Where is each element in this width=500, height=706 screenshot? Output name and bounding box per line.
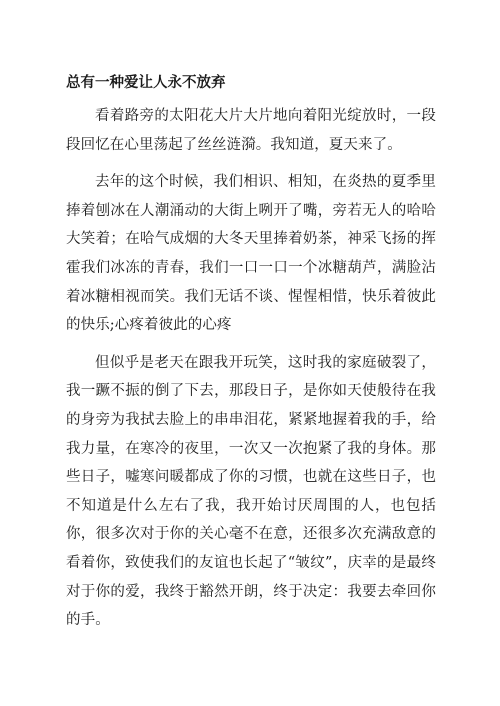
- paragraph-2: 去年的这个时候，我们相识、相知，在炎热的夏季里捧着刨冰在人潮涌动的大街上咧开了嘴，旁若无人的哈哈大笑着；在哈气成烟的大冬天里捧着奶茶，神采飞扬的挥霍我们冰冻的青春，我们一口一口一个冰糖葫芦，满脸沾着冰糖相视而笑。我们无话不谈、惺惺相惜，快乐着彼此的快乐;心疼着彼此的心疼: [66, 174, 436, 334]
- paragraph-3: 但似乎是老天在跟我开玩笑，这时我的家庭破裂了，我一蹶不振的倒了下去，那段日子，是你如天使般待在我的身旁为我拭去脸上的串串泪花，紧紧地握着我的手，给我力量，在寒冷的夜里，一次又一次抱紧了我的身体。那些日子，嘘寒问暖都成了你的习惯，也就在这些日子，也不知道是什么左右了我，我开始讨厌周围的人，也包括你，很多次对于你的关心毫不在意，还很多次充满敌意的看着你，致使我们的友谊也长起了“皱纹”，庆幸的是最终对于你的爱，我终于豁然开朗，终于决定：我要去牵回你的手。: [66, 354, 436, 629]
- paragraph-1: 看着路旁的太阳花大片大片地向着阳光绽放时，一段段回忆在心里荡起了丝丝涟漪。我知道，夏天来了。: [66, 108, 436, 153]
- document-page: [66, 72, 436, 644]
- document-title: 总有一种爱让人永不放弃: [66, 74, 226, 91]
